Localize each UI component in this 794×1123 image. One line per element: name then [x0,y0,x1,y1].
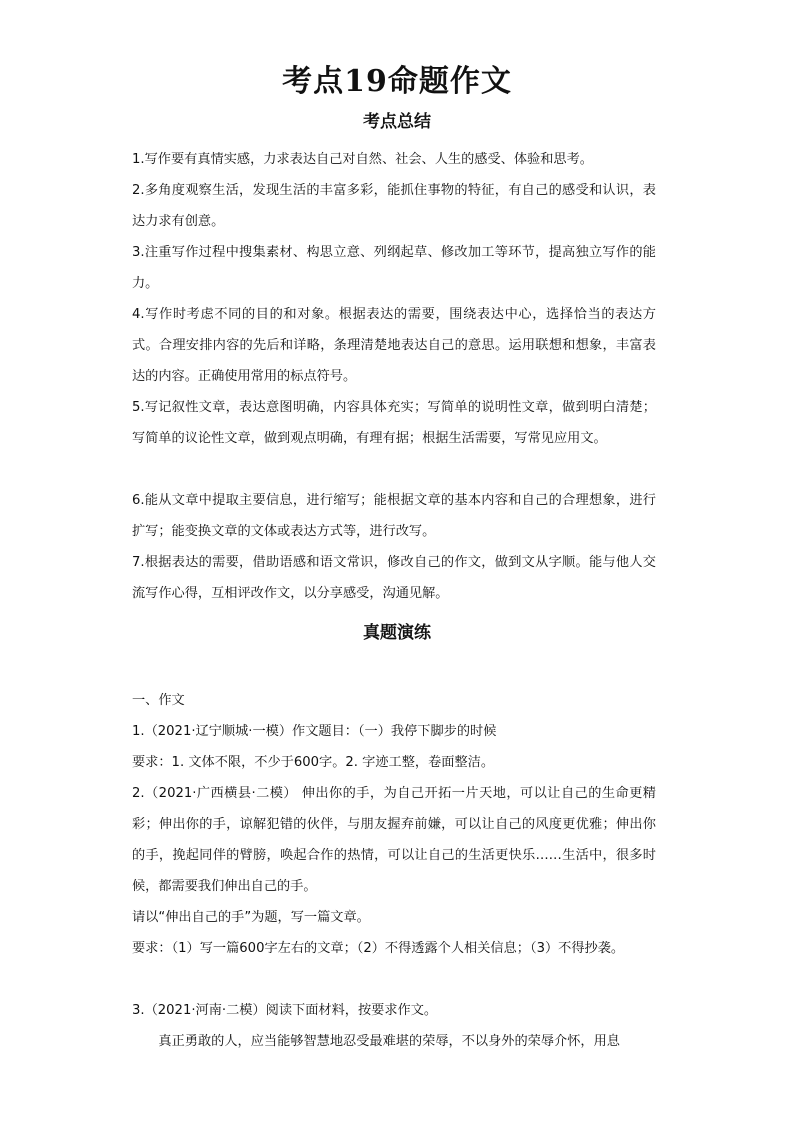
summary-item-2: 2.多角度观察生活，发现生活的丰富多彩，能抓住事物的特征，有自己的感受和认识，表达力求有创意。 [132,183,656,229]
practice-section-label: 一、作文 [132,693,185,708]
question-1: 1.（2021·辽宁顺城·一模）作文题目：（一）我停下脚步的时候 [132,724,497,739]
summary-item-7: 7.根据表达的需要，借助语感和语文常识，修改自己的作文，做到文从字顺。能与他人交流写作心得，互相评改作文，以分享感受，沟通见解。 [132,555,656,601]
question-2-prompt: 请以“伸出自己的手”为题，写一篇文章。 [132,910,370,925]
question-3: 3.（2021·河南·二模）阅读下面材料，按要求作文。 [132,1003,438,1018]
question-2-requirements: 要求：（1）写一篇600字左右的文章；（2）不得透露个人相关信息；（3）不得抄袭。 [132,941,625,956]
practice-heading: 真题演练 [363,623,431,643]
question-3-material: 真正勇敢的人，应当能够智慧地忍受最难堪的荣辱，不以身外的荣辱介怀，用息 [158,1034,620,1049]
summary-item-3: 3.注重写作过程中搜集素材、构思立意、列纲起草、修改加工等环节，提高独立写作的能力。 [132,245,656,291]
summary-item-4: 4.写作时考虑不同的目的和对象。根据表达的需要，围绕表达中心，选择恰当的表达方式。合理安排内容的先后和详略，条理清楚地表达自己的意思。运用联想和想象，丰富表达的内容。正确使用常用的标点符号。 [132,307,656,384]
summary-item-5: 5.写记叙性文章，表达意图明确，内容具体充实；写简单的说明性文章，做到明白清楚；写简单的议论性文章，做到观点明确，有理有据；根据生活需要，写常见应用文。 [132,400,656,446]
document-title: 考点19命题作文 [282,64,512,99]
question-1-requirements: 要求：1. 文体不限，不少于600字。2. 字迹工整，卷面整洁。 [132,755,495,770]
summary-item-1: 1.写作要有真情实感，力求表达自己对自然、社会、人生的感受、体验和思考。 [132,152,593,167]
summary-heading: 考点总结 [363,112,431,132]
question-2: 2.（2021·广西横县·二模） 伸出你的手，为自己开拓一片天地，可以让自己的生命更精彩；伸出你的手，谅解犯错的伙伴，与朋友握弃前嫌，可以让自己的风度更优雅；伸出你的手，挽起同伴的臂膀，唤起合作的热情，可以让自己的生活更快乐……生活中，很多时候，都需要我们伸出自己的手。 [132,786,656,894]
summary-item-6: 6.能从文章中提取主要信息，进行缩写；能根据文章的基本内容和自己的合理想象，进行扩写；能变换文章的文体或表达方式等，进行改写。 [132,493,656,539]
